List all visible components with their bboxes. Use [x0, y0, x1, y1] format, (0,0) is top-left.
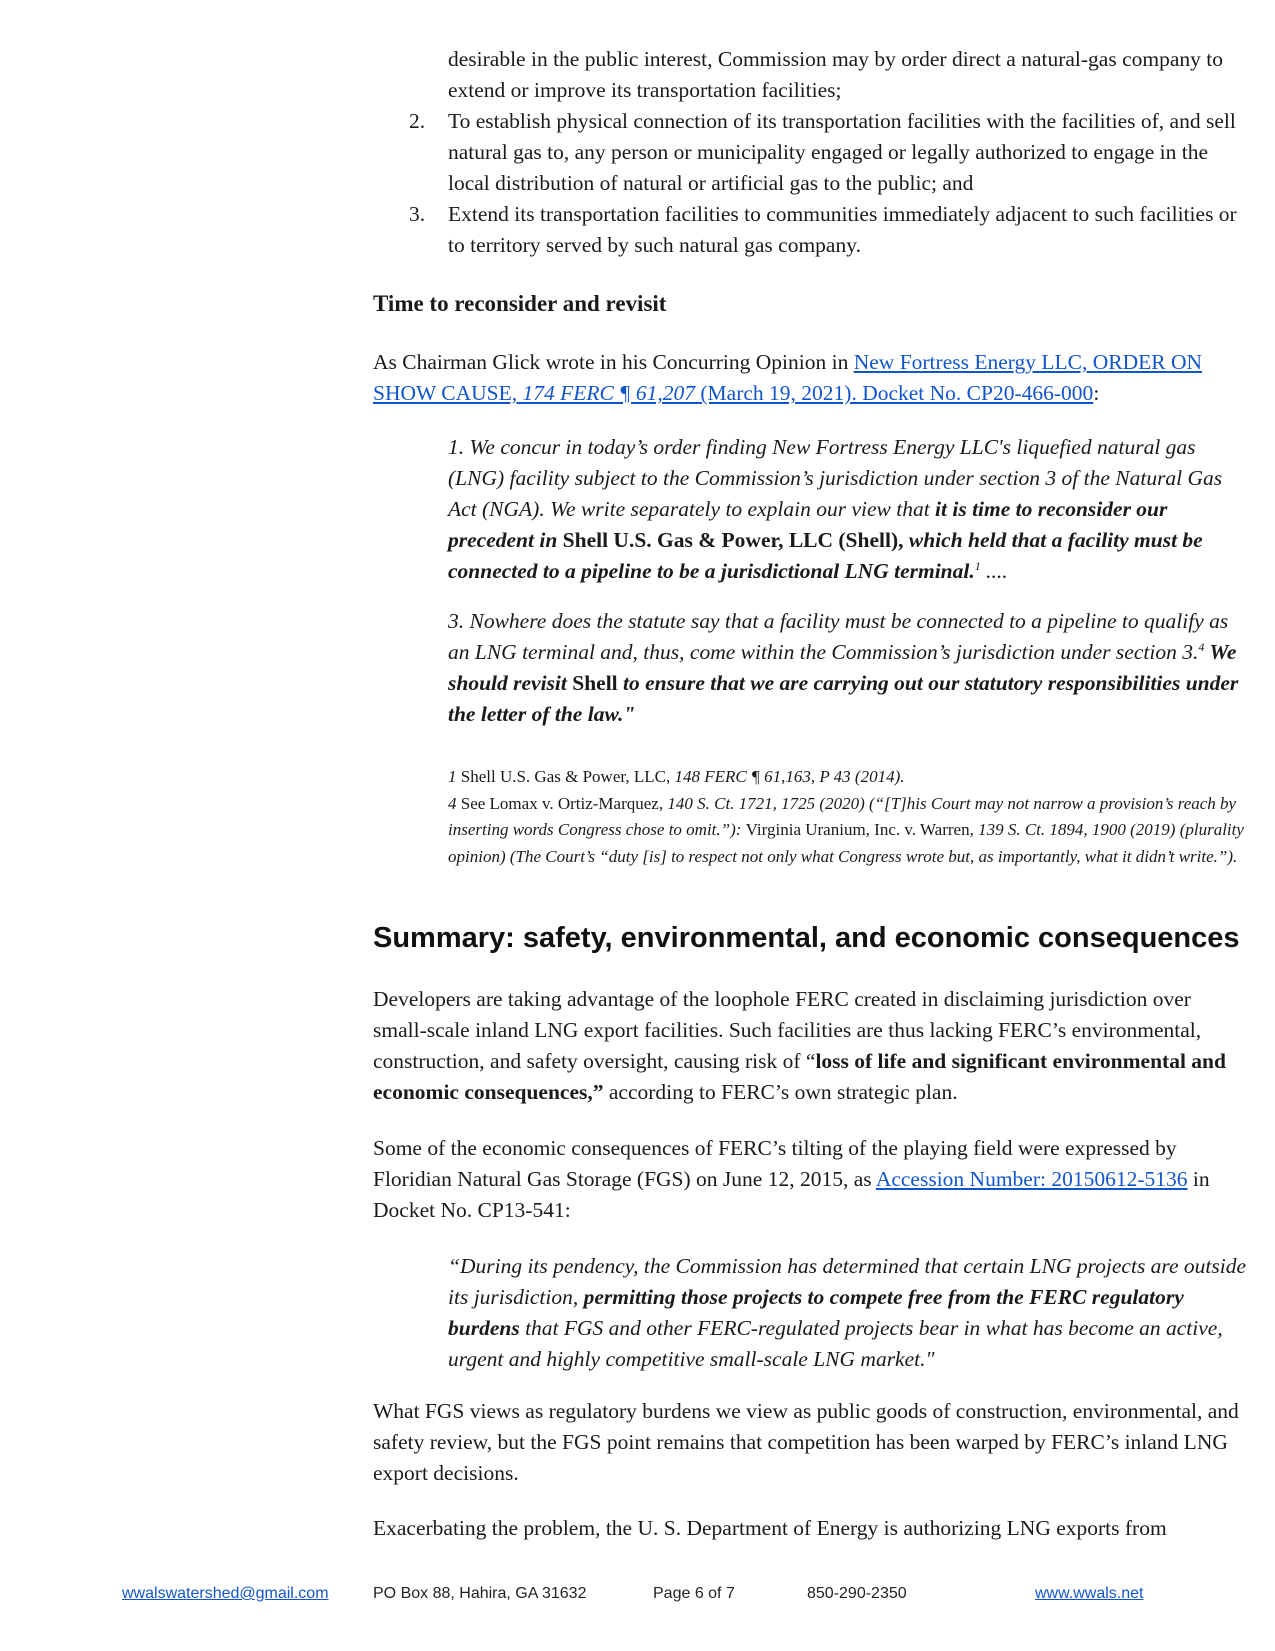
section-heading-reconsider — [373, 288, 1248, 319]
footnote-case: See Lomax v. Ortiz‑Marquez, — [456, 793, 668, 813]
footnote-number: 1 — [448, 767, 457, 786]
quote-text: “During its pendency, the Commission has determined that certain LNG projects are outside its jurisdiction, — [448, 1254, 1247, 1309]
list-item-text: desirable in the public interest, Commission may by order direct a natural-gas company to extend or improve its transportation facilities; — [448, 47, 1223, 102]
quote-bold-text: to ensure that we are carrying out our statutory responsibilities under the letter of the law." — [448, 671, 1239, 726]
link-text: New Fortress Energy LLC, ORDER ON SHOW CAUSE, — [373, 350, 1203, 405]
footnote-citation: 140 S. Ct. 1721, 1725 (2020) (“[T]his Court may not narrow a provision’s reach by inserting words Congress chose to omit.”): — [448, 793, 1237, 839]
page-footer — [0, 1585, 1275, 1611]
list-item-text: Extend its transportation facilities to communities immediately adjacent to such facilities or to territory served by such natural gas company. — [448, 202, 1237, 257]
block-quote-fgs — [448, 1251, 1248, 1375]
quote-bold-text: We should revisit — [448, 640, 1237, 695]
link-text-italic: 174 FERC ¶ 61,207 — [522, 381, 696, 405]
list-item — [373, 199, 1248, 261]
summary-paragraph-2 — [373, 1133, 1248, 1226]
footnote-ref: 1 — [974, 558, 981, 573]
link-text: (March 19, 2021). Docket No. CP20-466-000 — [695, 381, 1094, 405]
paragraph-bold-text: loss of life and significant environmental and economic consequences,” — [373, 1049, 1226, 1104]
footer-page-number: Page 6 of 7 — [653, 1585, 735, 1602]
paragraph-text: Some of the economic consequences of FERC’s tilting of the playing field were expressed by Floridian Natural Gas Storage (FGS) on June 12, 2015, as — [373, 1136, 1177, 1191]
list-number: 3. — [409, 202, 426, 226]
footnote-case: Shell U.S. Gas & Power, LLC, — [456, 767, 675, 786]
intro-colon: : — [1093, 381, 1100, 405]
quote-bold-text: permitting those projects to compete free from the FERC regulatory burdens — [448, 1285, 1184, 1340]
paragraph-text: Developers are taking advantage of the loophole FERC created in disclaiming jurisdiction over small-scale inland LNG export facilities. Such facilities are thus lacking FERC’s environmental, construction, and safety oversight, causing risk of “ — [373, 987, 1202, 1073]
section-heading: Time to reconsider and revisit — [373, 291, 667, 316]
footer-email-link[interactable]: wwalswatershed@gmail.com — [122, 1585, 329, 1602]
block-quote-2 — [448, 606, 1248, 730]
quote-bold-text: it is time to reconsider our precedent in — [448, 497, 1168, 552]
quote-text: 3. Nowhere does the statute say that a facility must be connected to a pipeline to qualify as an LNG terminal and, thus, come within the Commission’s jurisdiction under section 3. — [448, 609, 1229, 664]
quote-text: that FGS and other FERC-regulated projects bear in what has become an active, urgent and highly competitive small-scale LNG market." — [448, 1316, 1223, 1371]
paragraph-text: according to FERC’s own strategic plan. — [603, 1080, 958, 1104]
footer-phone: 850-290-2350 — [807, 1585, 907, 1602]
numbered-list — [373, 44, 1248, 261]
footer-website-link[interactable]: www.wwals.net — [1035, 1585, 1144, 1602]
intro-text: As Chairman Glick wrote in his Concurring Opinion in — [373, 350, 854, 374]
summary-paragraph-4 — [373, 1513, 1248, 1544]
summary-paragraph-3 — [373, 1396, 1248, 1489]
accession-number-link[interactable]: Accession Number: 20150612-5136 — [875, 1167, 1188, 1191]
summary-heading: Summary: safety, environmental, and economic consequences — [373, 922, 1240, 954]
footnote-number: 4 — [448, 793, 457, 813]
paragraph-text: What FGS views as regulatory burdens we view as public goods of construction, environmental, and safety review, but the FGS point remains that competition has been warped by FERC’s inland LNG export decisions. — [373, 1399, 1239, 1485]
paragraph-text: Exacerbating the problem, the U. S. Department of Energy is authorizing LNG exports from — [373, 1516, 1167, 1540]
quote-bold-text: which held that a facility must be connected to a pipeline to be a jurisdictional LNG terminal. — [448, 528, 1203, 583]
glick-intro-paragraph — [373, 347, 1248, 409]
summary-paragraph-1 — [373, 984, 1248, 1108]
footnotes — [448, 764, 1248, 870]
list-item — [373, 106, 1248, 199]
quote-text: 1. We concur in today’s order finding New Fortress Energy LLC's liquefied natural gas (LNG) facility subject to the Commission’s jurisdiction under section 3 of the Natural Gas Act (NGA). We write separately to explain our view that — [448, 435, 1223, 521]
case-name: Shell — [572, 671, 618, 695]
footnote-citation: 148 FERC ¶ 61,163, P 43 (2014). — [674, 767, 905, 786]
footer-address: PO Box 88, Hahira, GA 31632 — [373, 1585, 587, 1602]
footnote-ref: 4 — [1198, 639, 1205, 654]
block-quote-1 — [448, 432, 1248, 587]
footnote-citation: 139 S. Ct. 1894, 1900 (2019) (plurality opinion) (The Court’s “duty [is] to respect not only what Congress wrote but, as importantly, what it didn’t write.”). — [448, 820, 1244, 866]
paragraph-text: in Docket No. CP13-541: — [373, 1167, 1210, 1222]
list-number: 2. — [409, 109, 426, 133]
list-item-text: To establish physical connection of its transportation facilities with the facilities of, and sell natural gas to, any person or municipality engaged or legally authorized to engage in the local distribution of natural or artificial gas to the public; and — [448, 109, 1236, 195]
summary-heading-block — [373, 919, 1248, 957]
list-item-continuation — [373, 44, 1248, 106]
footnote-case: Virginia Uranium, Inc. v. Warren, — [745, 820, 979, 839]
case-name: Shell U.S. Gas & Power, LLC (Shell), — [562, 528, 904, 552]
quote-text: .... — [980, 559, 1008, 583]
